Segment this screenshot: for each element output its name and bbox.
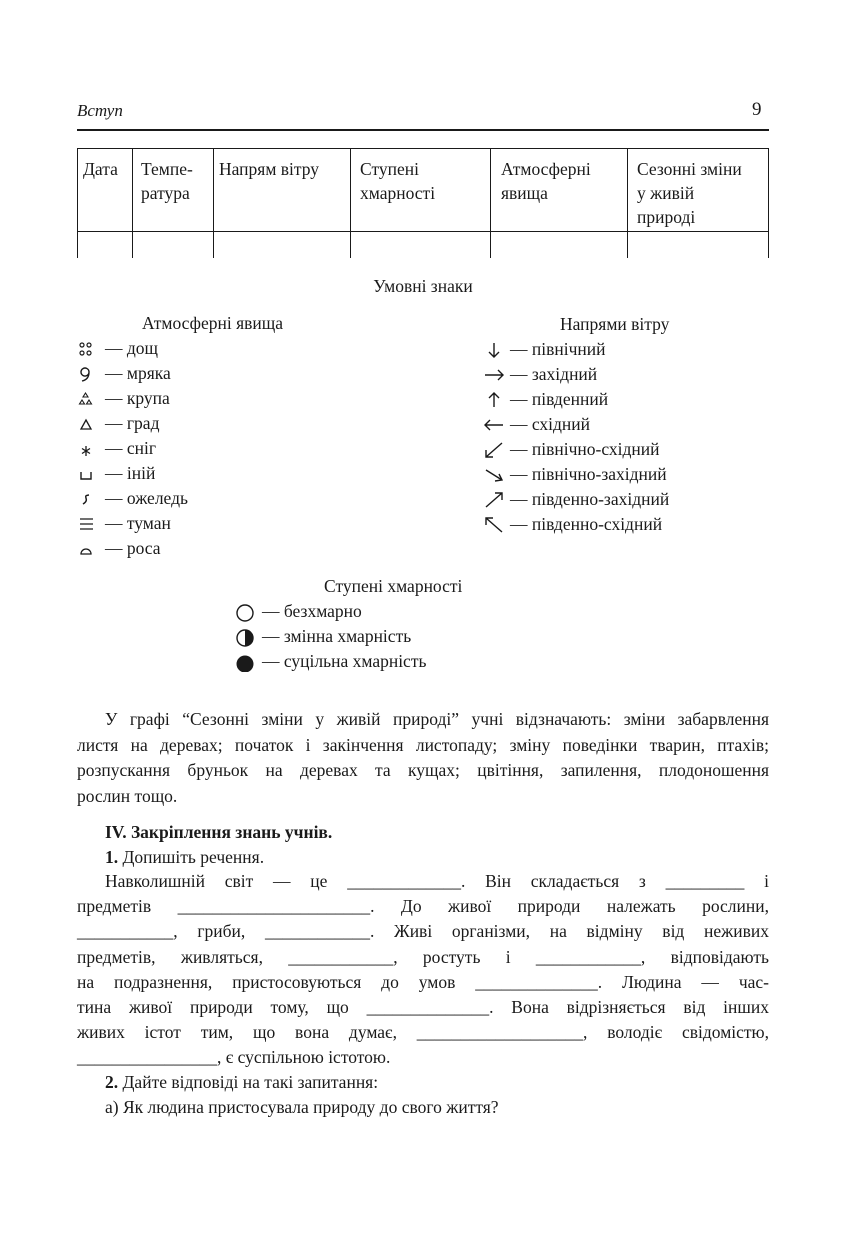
header-text: Напрям вітру xyxy=(219,159,320,179)
table-header-border xyxy=(77,231,769,232)
atmospheric-legend xyxy=(77,336,188,561)
table-col-border xyxy=(350,148,351,258)
legend-item xyxy=(482,362,669,387)
text-line: рослин тощо. xyxy=(77,785,178,806)
legend-label: — туман xyxy=(105,513,171,533)
legend-item xyxy=(482,437,669,462)
legend-label: — роса xyxy=(105,538,161,558)
clouds-legend xyxy=(234,599,426,674)
arrow-right-icon xyxy=(482,365,506,385)
legend-title: Умовні знаки xyxy=(373,276,473,296)
header-text: природі xyxy=(637,207,696,227)
legend-item xyxy=(482,412,669,437)
text-line: У графі “Сезонні зміни у живій природі” учні відзначають: зміни забарвлення xyxy=(105,709,769,729)
legend-item xyxy=(482,462,669,487)
header-text: Атмосферні xyxy=(501,159,591,179)
legend-item xyxy=(77,411,188,436)
graupel-icon xyxy=(77,389,101,409)
legend-label: — південний xyxy=(510,389,609,409)
task-2 xyxy=(105,1070,378,1095)
legend-item xyxy=(77,386,188,411)
legend-label: — іній xyxy=(105,463,156,483)
legend-label: — змінна хмарність xyxy=(262,626,412,646)
header-text: Сезонні зміни xyxy=(637,159,742,179)
page-number: 9 xyxy=(752,99,762,120)
text-line: предметів ______________________. До живої природи належать рослини, xyxy=(77,896,769,917)
legend-item xyxy=(77,336,188,361)
legend-label: — мряка xyxy=(105,363,171,383)
text-line: тина живої природи тому, що ______________. Вона відрізняється від інших xyxy=(77,997,769,1018)
table-col-border xyxy=(627,148,628,258)
header-text: хмарності xyxy=(360,183,436,203)
atmospheric-title: Атмосферні явища xyxy=(142,313,284,333)
table-col-border xyxy=(768,148,769,258)
legend-label: — південно-західний xyxy=(510,489,670,509)
table-col-border xyxy=(132,148,133,258)
table-top-border xyxy=(77,148,769,149)
legend-label: — західний xyxy=(510,364,598,384)
text-line: ___________, гриби, ____________. Живі організми, на відміну від неживих xyxy=(77,921,769,942)
hoarfrost-icon xyxy=(77,464,101,484)
legend-label: — сніг xyxy=(105,438,157,458)
wind-title: Напрями вітру xyxy=(560,314,670,334)
text-line: предметів, живляться, ____________, ростуть і ____________, відповідають xyxy=(77,946,769,967)
question-a: а) Як людина пристосувала природу до свого життя? xyxy=(105,1097,499,1117)
task-number: 2. xyxy=(105,1072,119,1092)
legend-label: — ожеледь xyxy=(105,488,188,508)
arrow-down-icon xyxy=(482,340,506,360)
table-header-clouds xyxy=(360,157,435,205)
legend-item xyxy=(77,436,188,461)
glaze-icon xyxy=(77,489,101,509)
text-line: розпускання бруньок на деревах та кущах; цвітіння, запилення, плодоношення xyxy=(77,760,769,780)
arrow-up-icon xyxy=(482,390,506,410)
header-text: Дата xyxy=(83,159,118,179)
seasonal-changes-paragraph xyxy=(77,707,769,809)
legend-label: — східний xyxy=(510,414,591,434)
arrow-up-right-icon xyxy=(482,490,506,510)
task-text: Допишіть речення. xyxy=(118,847,265,867)
legend-item xyxy=(77,536,188,561)
legend-label: — крупа xyxy=(105,388,170,408)
legend-label: — град xyxy=(105,413,160,433)
task-number: 1. xyxy=(105,847,119,867)
legend-item xyxy=(234,624,426,649)
table-header-date xyxy=(83,157,118,181)
legend-label: — північний xyxy=(510,339,606,359)
table-header-seasonal xyxy=(637,157,742,229)
header-rule xyxy=(77,129,769,131)
arrow-left-icon xyxy=(482,415,506,435)
header-text: ратура xyxy=(141,183,190,203)
legend-item xyxy=(482,337,669,362)
arrow-up-left-icon xyxy=(482,515,506,535)
hail-icon xyxy=(77,414,101,434)
header-text: явища xyxy=(501,183,548,203)
arrow-down-left-icon xyxy=(482,440,506,460)
running-header: Вступ xyxy=(77,101,123,120)
legend-item xyxy=(77,361,188,386)
legend-item xyxy=(77,461,188,486)
legend-item xyxy=(234,599,426,624)
fog-icon xyxy=(77,514,101,534)
wind-legend xyxy=(482,337,669,537)
circle-empty-icon xyxy=(234,602,258,622)
legend-item xyxy=(482,487,669,512)
text-line: на подразнення, пристосовуються до умов ______________. Людина — час- xyxy=(77,971,769,992)
legend-label: — безхмарно xyxy=(262,601,362,621)
table-col-border xyxy=(490,148,491,258)
header-text: Темпе- xyxy=(141,159,193,179)
task-text: Дайте відповіді на такі запитання: xyxy=(118,1072,379,1092)
text-line: ________________, є суспільною істотою. xyxy=(77,1047,391,1068)
legend-label: — північно-східний xyxy=(510,439,660,459)
table-header-phenomena xyxy=(501,157,591,205)
legend-label: — дощ xyxy=(105,338,159,358)
observation-table xyxy=(77,148,769,258)
legend-label: — південно-східний xyxy=(510,514,663,534)
table-col-border xyxy=(213,148,214,258)
circle-full-icon xyxy=(234,652,258,672)
clouds-title: Ступені хмарності xyxy=(324,576,463,596)
legend-item xyxy=(234,649,426,674)
table-col-border xyxy=(77,148,78,258)
fill-in-exercise xyxy=(77,869,769,1071)
legend-item xyxy=(77,486,188,511)
text-line: Навколишній світ — це _____________. Він складається з _________ і xyxy=(105,871,769,891)
rain-icon xyxy=(77,339,101,359)
dew-icon xyxy=(77,539,101,559)
table-header-temperature xyxy=(141,157,193,205)
legend-label: — суцільна хмарність xyxy=(262,651,427,671)
header-text: Ступені xyxy=(360,159,419,179)
legend-item xyxy=(482,512,669,537)
text-line: живих істот тим, що вона думає, ___________________, володіє свідомістю, xyxy=(77,1022,769,1043)
drizzle-icon xyxy=(77,364,101,384)
arrow-down-right-icon xyxy=(482,465,506,485)
circle-half-icon xyxy=(234,627,258,647)
snow-icon xyxy=(77,439,101,459)
task-1 xyxy=(105,845,264,870)
legend-item xyxy=(77,511,188,536)
legend-label: — північно-західний xyxy=(510,464,667,484)
section-heading: IV. Закріплення знань учнів. xyxy=(105,822,333,842)
header-text: у живій xyxy=(637,183,695,203)
text-line: листя на деревах; початок і закінчення листопаду; зміну поведінки тварин, птахів; xyxy=(77,734,769,755)
table-header-wind xyxy=(219,157,319,181)
legend-item xyxy=(482,387,669,412)
